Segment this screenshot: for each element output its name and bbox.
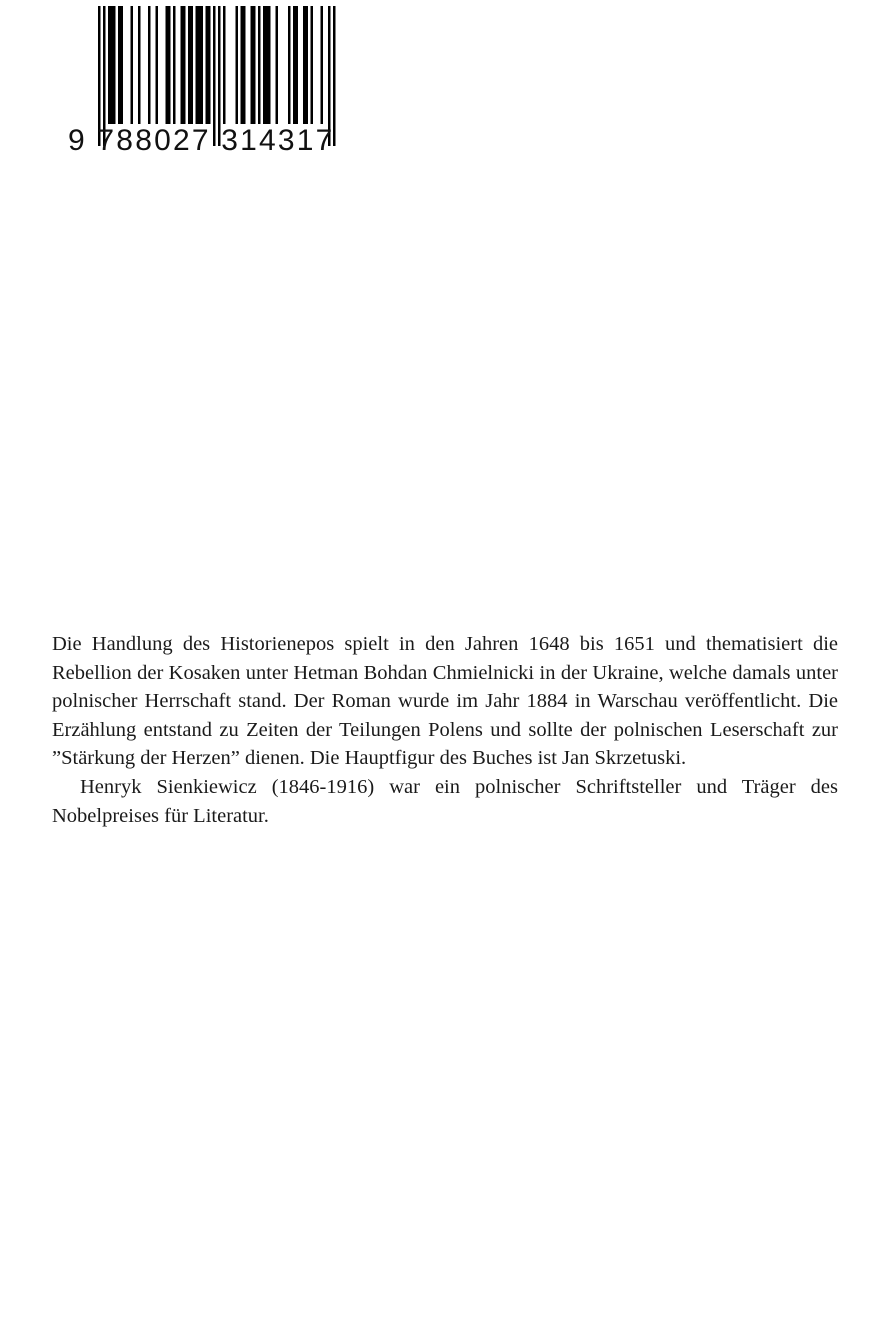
blurb-paragraph-author: Henryk Sienkiewicz (1846-1916) war ein polnischer Schriftsteller und Träger des Nobelpreises für Literatur. [52, 775, 838, 827]
barcode-bar [206, 6, 209, 124]
blurb-paragraph-plot: Die Handlung des Historienepos spielt in den Jahren 1648 bis 1651 und thematisiert die Rebellion der Kosaken unter Hetman Bohdan Chmielnicki in der Ukraine, welche damals unter polnischer Herrschaft stand. Der Roman wurde im Jahr 1884 in Warschau veröffentlicht. Die Erzählung entstand zu Zeiten der Teilungen Polens und sollte der polnischen Leserschaft zur ”Stärkung der Herzen” dienen. Die Hauptfigur des Buches ist Jan Skrzetuski. [52, 633, 838, 770]
barcode-bar [168, 6, 171, 124]
barcode-bar [188, 6, 191, 124]
barcode-bar [241, 6, 244, 124]
barcode-bar [258, 6, 261, 124]
barcode-bar [108, 6, 111, 124]
barcode-bar [208, 6, 211, 124]
barcode-bar [196, 6, 199, 124]
barcode-bar [306, 6, 309, 124]
isbn-number: 9 788027 314317 [68, 124, 335, 157]
barcode-bar [253, 6, 256, 124]
barcode-bar [113, 6, 116, 124]
barcode-bar [148, 6, 151, 124]
barcode-bar [183, 6, 186, 124]
barcode-bar [288, 6, 291, 124]
barcode-bar [321, 6, 324, 124]
barcode-bar [138, 6, 141, 124]
isbn-barcode [68, 6, 340, 158]
barcode-bar [191, 6, 194, 124]
barcode-bar [223, 6, 226, 124]
barcode-bar [243, 6, 246, 124]
barcode-bar [201, 6, 204, 124]
barcode-bar [296, 6, 299, 124]
barcode-bar [251, 6, 254, 124]
barcode-bar [166, 6, 169, 124]
barcode-bar [236, 6, 239, 124]
barcode-bar [131, 6, 134, 124]
barcode-bar [121, 6, 124, 124]
back-cover-text [52, 630, 838, 830]
barcode-bar [118, 6, 121, 124]
barcode-bar [198, 6, 201, 124]
barcode-bar [181, 6, 184, 124]
barcode-bar [263, 6, 266, 124]
barcode-bar [268, 6, 271, 124]
barcode-bar [276, 6, 279, 124]
barcode-bar [111, 6, 114, 124]
barcode-bar [156, 6, 159, 124]
barcode-bar [303, 6, 306, 124]
barcode-bar [311, 6, 314, 124]
barcode-bar [266, 6, 269, 124]
barcode-bar [173, 6, 176, 124]
barcode-bar [293, 6, 296, 124]
